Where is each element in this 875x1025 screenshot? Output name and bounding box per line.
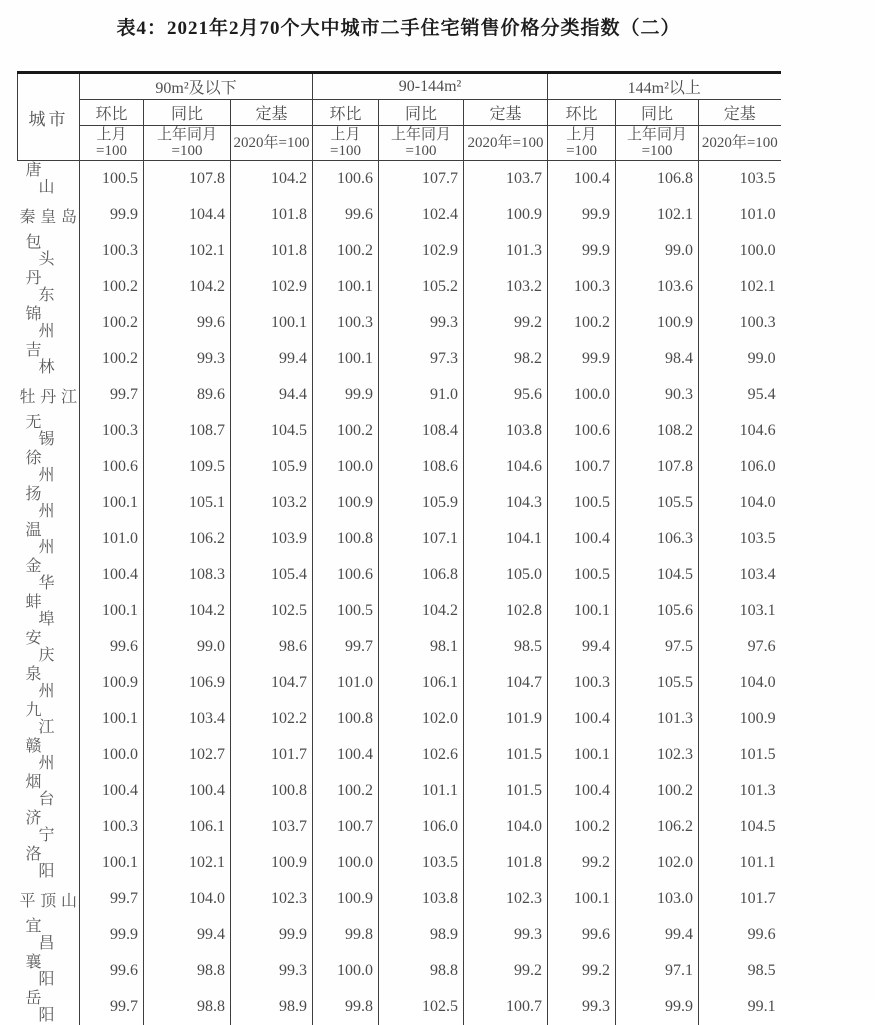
value-cell: 109.5 xyxy=(144,449,231,485)
value-cell: 99.4 xyxy=(616,917,699,953)
value-cell: 100.2 xyxy=(616,773,699,809)
value-cell: 99.9 xyxy=(616,989,699,1025)
base-header-fixed: 2020年=100 xyxy=(464,126,548,161)
value-cell: 107.8 xyxy=(144,161,231,198)
value-cell: 104.5 xyxy=(616,557,699,593)
value-cell: 97.5 xyxy=(616,629,699,665)
value-cell: 103.7 xyxy=(464,161,548,198)
value-cell: 102.6 xyxy=(379,737,464,773)
value-cell: 103.5 xyxy=(699,521,781,557)
value-cell: 99.9 xyxy=(548,341,616,377)
value-cell: 105.6 xyxy=(616,593,699,629)
value-cell: 102.8 xyxy=(464,593,548,629)
value-cell: 100.4 xyxy=(80,557,144,593)
value-cell: 102.1 xyxy=(699,269,781,305)
value-cell: 100.4 xyxy=(548,701,616,737)
value-cell: 106.3 xyxy=(616,521,699,557)
value-cell: 100.3 xyxy=(313,305,379,341)
value-cell: 104.6 xyxy=(464,449,548,485)
value-cell: 100.0 xyxy=(699,233,781,269)
base-header-fixed: 2020年=100 xyxy=(231,126,313,161)
value-cell: 100.0 xyxy=(313,449,379,485)
city-cell: 蚌 埠 xyxy=(18,593,80,629)
value-cell: 101.5 xyxy=(464,773,548,809)
value-cell: 101.0 xyxy=(313,665,379,701)
value-cell: 105.5 xyxy=(616,665,699,701)
value-cell: 108.7 xyxy=(144,413,231,449)
value-cell: 98.2 xyxy=(464,341,548,377)
value-cell: 98.8 xyxy=(144,953,231,989)
value-cell: 106.1 xyxy=(379,665,464,701)
value-cell: 100.2 xyxy=(80,305,144,341)
city-cell: 吉 林 xyxy=(18,341,80,377)
value-cell: 100.1 xyxy=(313,341,379,377)
table-body xyxy=(18,161,781,1025)
city-cell: 九 江 xyxy=(18,701,80,737)
value-cell: 106.8 xyxy=(616,161,699,198)
column-group-144-above: 144m²以上 xyxy=(548,73,781,100)
value-cell: 100.6 xyxy=(548,413,616,449)
value-cell: 103.6 xyxy=(616,269,699,305)
value-cell: 98.9 xyxy=(231,989,313,1025)
base-header-yoy: 上年同月 =100 xyxy=(379,126,464,161)
column-header-fixed-base: 定基 xyxy=(231,100,313,126)
value-cell: 99.7 xyxy=(313,629,379,665)
value-cell: 100.4 xyxy=(144,773,231,809)
table-row xyxy=(18,521,781,557)
value-cell: 100.7 xyxy=(548,449,616,485)
column-group-90-below: 90m²及以下 xyxy=(80,73,313,100)
city-cell: 洛 阳 xyxy=(18,845,80,881)
value-cell: 95.4 xyxy=(699,377,781,413)
value-cell: 91.0 xyxy=(379,377,464,413)
value-cell: 100.5 xyxy=(80,161,144,198)
value-cell: 100.1 xyxy=(80,701,144,737)
value-cell: 100.9 xyxy=(616,305,699,341)
value-cell: 103.0 xyxy=(616,881,699,917)
value-cell: 99.3 xyxy=(464,917,548,953)
base-header-fixed: 2020年=100 xyxy=(699,126,781,161)
value-cell: 99.7 xyxy=(80,881,144,917)
value-cell: 100.1 xyxy=(548,737,616,773)
value-cell: 99.9 xyxy=(231,917,313,953)
value-cell: 98.1 xyxy=(379,629,464,665)
table-row xyxy=(18,773,781,809)
table-row xyxy=(18,233,781,269)
value-cell: 98.8 xyxy=(379,953,464,989)
value-cell: 99.0 xyxy=(699,341,781,377)
value-cell: 102.3 xyxy=(464,881,548,917)
header-row-base xyxy=(18,126,781,161)
value-cell: 99.9 xyxy=(80,917,144,953)
value-cell: 99.2 xyxy=(548,845,616,881)
value-cell: 104.4 xyxy=(144,197,231,233)
value-cell: 106.2 xyxy=(144,521,231,557)
value-cell: 100.1 xyxy=(80,485,144,521)
value-cell: 100.8 xyxy=(231,773,313,809)
value-cell: 99.1 xyxy=(699,989,781,1025)
city-cell: 济 宁 xyxy=(18,809,80,845)
city-cell: 泉 州 xyxy=(18,665,80,701)
value-cell: 99.2 xyxy=(464,953,548,989)
value-cell: 99.8 xyxy=(313,917,379,953)
value-cell: 103.9 xyxy=(231,521,313,557)
table-row xyxy=(18,161,781,198)
value-cell: 103.7 xyxy=(231,809,313,845)
value-cell: 105.5 xyxy=(616,485,699,521)
value-cell: 100.0 xyxy=(313,953,379,989)
city-cell: 徐 州 xyxy=(18,449,80,485)
table-row xyxy=(18,341,781,377)
table-row xyxy=(18,737,781,773)
value-cell: 101.3 xyxy=(464,233,548,269)
table-row xyxy=(18,449,781,485)
value-cell: 101.3 xyxy=(616,701,699,737)
value-cell: 101.8 xyxy=(464,845,548,881)
value-cell: 101.7 xyxy=(699,881,781,917)
value-cell: 100.2 xyxy=(80,341,144,377)
column-header-mom: 环比 xyxy=(313,100,379,126)
value-cell: 100.1 xyxy=(80,593,144,629)
value-cell: 102.1 xyxy=(144,845,231,881)
city-cell: 宜 昌 xyxy=(18,917,80,953)
value-cell: 102.9 xyxy=(379,233,464,269)
value-cell: 100.7 xyxy=(313,809,379,845)
value-cell: 100.9 xyxy=(80,665,144,701)
value-cell: 100.4 xyxy=(548,521,616,557)
value-cell: 100.6 xyxy=(80,449,144,485)
value-cell: 107.7 xyxy=(379,161,464,198)
value-cell: 99.7 xyxy=(80,989,144,1025)
city-cell: 包 头 xyxy=(18,233,80,269)
value-cell: 102.1 xyxy=(144,233,231,269)
column-header-fixed-base: 定基 xyxy=(699,100,781,126)
value-cell: 104.2 xyxy=(144,269,231,305)
value-cell: 100.2 xyxy=(548,305,616,341)
value-cell: 102.5 xyxy=(231,593,313,629)
value-cell: 99.7 xyxy=(80,377,144,413)
value-cell: 108.3 xyxy=(144,557,231,593)
value-cell: 99.8 xyxy=(313,989,379,1025)
value-cell: 102.1 xyxy=(616,197,699,233)
value-cell: 106.0 xyxy=(699,449,781,485)
value-cell: 100.6 xyxy=(313,161,379,198)
table-row xyxy=(18,989,781,1025)
value-cell: 99.6 xyxy=(313,197,379,233)
value-cell: 106.9 xyxy=(144,665,231,701)
city-cell: 扬 州 xyxy=(18,485,80,521)
value-cell: 97.6 xyxy=(699,629,781,665)
value-cell: 101.0 xyxy=(80,521,144,557)
value-cell: 101.1 xyxy=(379,773,464,809)
value-cell: 102.0 xyxy=(379,701,464,737)
value-cell: 108.2 xyxy=(616,413,699,449)
value-cell: 97.3 xyxy=(379,341,464,377)
value-cell: 101.7 xyxy=(231,737,313,773)
value-cell: 94.4 xyxy=(231,377,313,413)
value-cell: 100.5 xyxy=(548,485,616,521)
value-cell: 108.4 xyxy=(379,413,464,449)
value-cell: 102.0 xyxy=(616,845,699,881)
city-cell: 丹 东 xyxy=(18,269,80,305)
city-cell: 锦 州 xyxy=(18,305,80,341)
column-header-yoy: 同比 xyxy=(379,100,464,126)
value-cell: 103.5 xyxy=(379,845,464,881)
value-cell: 100.2 xyxy=(313,233,379,269)
value-cell: 102.2 xyxy=(231,701,313,737)
value-cell: 104.1 xyxy=(464,521,548,557)
value-cell: 100.4 xyxy=(313,737,379,773)
table-row xyxy=(18,485,781,521)
table-row xyxy=(18,701,781,737)
value-cell: 102.5 xyxy=(379,989,464,1025)
table-row xyxy=(18,377,781,413)
city-cell: 赣 州 xyxy=(18,737,80,773)
value-cell: 100.2 xyxy=(313,413,379,449)
value-cell: 100.1 xyxy=(548,593,616,629)
value-cell: 99.9 xyxy=(313,377,379,413)
value-cell: 104.5 xyxy=(699,809,781,845)
value-cell: 98.5 xyxy=(464,629,548,665)
value-cell: 100.1 xyxy=(548,881,616,917)
value-cell: 100.3 xyxy=(548,269,616,305)
value-cell: 100.9 xyxy=(313,881,379,917)
value-cell: 100.9 xyxy=(231,845,313,881)
value-cell: 99.3 xyxy=(231,953,313,989)
value-cell: 100.9 xyxy=(699,701,781,737)
page-title: 表4：2021年2月70个大中城市二手住宅销售价格分类指数（二） xyxy=(0,13,797,40)
value-cell: 104.3 xyxy=(464,485,548,521)
table-row xyxy=(18,665,781,701)
value-cell: 101.9 xyxy=(464,701,548,737)
value-cell: 99.4 xyxy=(548,629,616,665)
table-row xyxy=(18,413,781,449)
table-row xyxy=(18,629,781,665)
table-row xyxy=(18,881,781,917)
value-cell: 106.0 xyxy=(379,809,464,845)
table-row xyxy=(18,197,781,233)
table-header xyxy=(18,73,781,161)
value-cell: 99.6 xyxy=(80,629,144,665)
value-cell: 102.9 xyxy=(231,269,313,305)
value-cell: 100.1 xyxy=(80,845,144,881)
value-cell: 104.2 xyxy=(379,593,464,629)
value-cell: 101.5 xyxy=(699,737,781,773)
value-cell: 103.1 xyxy=(699,593,781,629)
table-row xyxy=(18,845,781,881)
city-cell: 襄 阳 xyxy=(18,953,80,989)
base-header-mom: 上月 =100 xyxy=(80,126,144,161)
table-row xyxy=(18,917,781,953)
table-row xyxy=(18,953,781,989)
value-cell: 105.4 xyxy=(231,557,313,593)
value-cell: 100.6 xyxy=(313,557,379,593)
value-cell: 100.8 xyxy=(313,521,379,557)
value-cell: 100.2 xyxy=(548,809,616,845)
base-header-yoy: 上年同月 =100 xyxy=(144,126,231,161)
value-cell: 104.2 xyxy=(144,593,231,629)
value-cell: 106.8 xyxy=(379,557,464,593)
value-cell: 100.8 xyxy=(313,701,379,737)
value-cell: 106.2 xyxy=(616,809,699,845)
value-cell: 99.2 xyxy=(548,953,616,989)
city-cell: 岳 阳 xyxy=(18,989,80,1025)
column-group-90-144: 90-144m² xyxy=(313,73,548,100)
table-row xyxy=(18,809,781,845)
value-cell: 100.7 xyxy=(464,989,548,1025)
value-cell: 100.1 xyxy=(231,305,313,341)
value-cell: 103.4 xyxy=(699,557,781,593)
column-header-mom: 环比 xyxy=(80,100,144,126)
value-cell: 99.0 xyxy=(616,233,699,269)
value-cell: 101.1 xyxy=(699,845,781,881)
value-cell: 101.8 xyxy=(231,197,313,233)
value-cell: 98.5 xyxy=(699,953,781,989)
value-cell: 100.5 xyxy=(313,593,379,629)
value-cell: 104.7 xyxy=(464,665,548,701)
value-cell: 104.2 xyxy=(231,161,313,198)
value-cell: 108.6 xyxy=(379,449,464,485)
value-cell: 101.8 xyxy=(231,233,313,269)
value-cell: 104.0 xyxy=(699,485,781,521)
value-cell: 98.9 xyxy=(379,917,464,953)
value-cell: 99.6 xyxy=(80,953,144,989)
table-row xyxy=(18,305,781,341)
value-cell: 105.9 xyxy=(231,449,313,485)
value-cell: 100.9 xyxy=(464,197,548,233)
value-cell: 103.4 xyxy=(144,701,231,737)
value-cell: 106.1 xyxy=(144,809,231,845)
value-cell: 105.9 xyxy=(379,485,464,521)
value-cell: 99.4 xyxy=(144,917,231,953)
city-cell: 无 锡 xyxy=(18,413,80,449)
city-cell: 唐 山 xyxy=(18,161,80,198)
header-row-metrics xyxy=(18,100,781,126)
value-cell: 100.9 xyxy=(313,485,379,521)
value-cell: 104.6 xyxy=(699,413,781,449)
header-row-groups xyxy=(18,73,781,100)
value-cell: 101.3 xyxy=(699,773,781,809)
value-cell: 100.3 xyxy=(699,305,781,341)
city-cell: 金 华 xyxy=(18,557,80,593)
value-cell: 104.7 xyxy=(231,665,313,701)
value-cell: 102.3 xyxy=(616,737,699,773)
table-row xyxy=(18,557,781,593)
value-cell: 103.2 xyxy=(464,269,548,305)
value-cell: 100.3 xyxy=(80,233,144,269)
value-cell: 107.8 xyxy=(616,449,699,485)
value-cell: 99.3 xyxy=(548,989,616,1025)
value-cell: 89.6 xyxy=(144,377,231,413)
city-cell: 温 州 xyxy=(18,521,80,557)
price-index-table xyxy=(17,71,781,1025)
value-cell: 100.2 xyxy=(80,269,144,305)
value-cell: 100.3 xyxy=(548,665,616,701)
column-header-yoy: 同比 xyxy=(144,100,231,126)
table-row xyxy=(18,593,781,629)
value-cell: 104.5 xyxy=(231,413,313,449)
value-cell: 100.0 xyxy=(80,737,144,773)
value-cell: 100.5 xyxy=(548,557,616,593)
value-cell: 104.0 xyxy=(144,881,231,917)
city-cell: 平 顶 山 xyxy=(18,881,80,917)
value-cell: 97.1 xyxy=(616,953,699,989)
value-cell: 100.4 xyxy=(80,773,144,809)
value-cell: 100.4 xyxy=(548,773,616,809)
city-cell: 秦 皇 岛 xyxy=(18,197,80,233)
value-cell: 100.2 xyxy=(313,773,379,809)
value-cell: 100.3 xyxy=(80,413,144,449)
value-cell: 90.3 xyxy=(616,377,699,413)
value-cell: 103.8 xyxy=(379,881,464,917)
base-header-yoy: 上年同月 =100 xyxy=(616,126,699,161)
value-cell: 104.0 xyxy=(699,665,781,701)
value-cell: 99.6 xyxy=(548,917,616,953)
column-header-city: 城市 xyxy=(18,73,80,161)
base-header-mom: 上月 =100 xyxy=(313,126,379,161)
value-cell: 99.9 xyxy=(548,197,616,233)
city-cell: 安 庆 xyxy=(18,629,80,665)
value-cell: 99.3 xyxy=(379,305,464,341)
value-cell: 101.0 xyxy=(699,197,781,233)
value-cell: 103.5 xyxy=(699,161,781,198)
value-cell: 105.2 xyxy=(379,269,464,305)
column-header-yoy: 同比 xyxy=(616,100,699,126)
value-cell: 99.0 xyxy=(144,629,231,665)
value-cell: 102.7 xyxy=(144,737,231,773)
value-cell: 98.6 xyxy=(231,629,313,665)
value-cell: 103.2 xyxy=(231,485,313,521)
value-cell: 95.6 xyxy=(464,377,548,413)
value-cell: 100.3 xyxy=(80,809,144,845)
value-cell: 99.6 xyxy=(144,305,231,341)
value-cell: 105.0 xyxy=(464,557,548,593)
value-cell: 102.3 xyxy=(231,881,313,917)
value-cell: 99.2 xyxy=(464,305,548,341)
value-cell: 107.1 xyxy=(379,521,464,557)
value-cell: 100.0 xyxy=(548,377,616,413)
value-cell: 99.3 xyxy=(144,341,231,377)
value-cell: 100.4 xyxy=(548,161,616,198)
value-cell: 99.9 xyxy=(548,233,616,269)
column-header-mom: 环比 xyxy=(548,100,616,126)
value-cell: 98.8 xyxy=(144,989,231,1025)
value-cell: 101.5 xyxy=(464,737,548,773)
value-cell: 100.1 xyxy=(313,269,379,305)
value-cell: 99.6 xyxy=(699,917,781,953)
value-cell: 99.9 xyxy=(80,197,144,233)
value-cell: 104.0 xyxy=(464,809,548,845)
value-cell: 105.1 xyxy=(144,485,231,521)
city-cell: 牡 丹 江 xyxy=(18,377,80,413)
value-cell: 100.0 xyxy=(313,845,379,881)
value-cell: 98.4 xyxy=(616,341,699,377)
value-cell: 99.4 xyxy=(231,341,313,377)
value-cell: 103.8 xyxy=(464,413,548,449)
column-header-fixed-base: 定基 xyxy=(464,100,548,126)
value-cell: 102.4 xyxy=(379,197,464,233)
base-header-mom: 上月 =100 xyxy=(548,126,616,161)
city-cell: 烟 台 xyxy=(18,773,80,809)
table-row xyxy=(18,269,781,305)
